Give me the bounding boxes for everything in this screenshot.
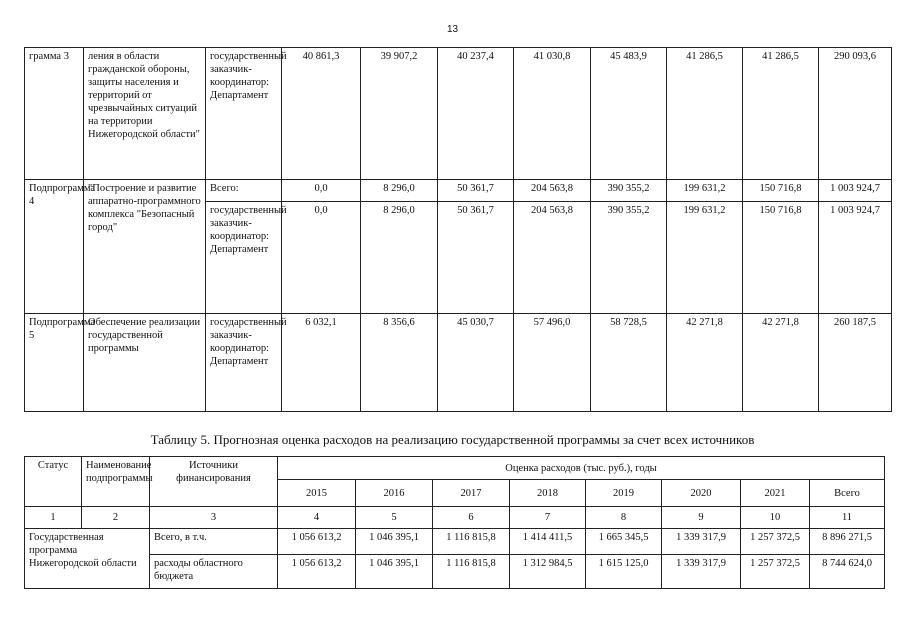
column-number: 4	[278, 507, 356, 529]
value-cell: 50 361,7	[438, 180, 514, 202]
value-cell: 1 615 125,0	[586, 555, 662, 589]
year-header: 2017	[433, 480, 510, 507]
value-cell: 41 030,8	[514, 48, 591, 180]
name-cell: ления в области гражданской обороны, защиты населения и территорий от чрезвычайных ситуаций на территории Нижегородской области"	[84, 48, 206, 180]
value-cell: 1 257 372,5	[741, 529, 810, 555]
value-cell: 8 896 271,5	[810, 529, 885, 555]
column-number: 5	[356, 507, 433, 529]
table-row	[25, 48, 892, 180]
header-name: Наименование подпрограммы	[82, 457, 150, 507]
value-cell: 8 744 624,0	[810, 555, 885, 589]
year-header: 2020	[662, 480, 741, 507]
value-cell: 204 563,8	[514, 202, 591, 314]
column-number: 11	[810, 507, 885, 529]
value-cell: 45 483,9	[591, 48, 667, 180]
value-cell: 1 046 395,1	[356, 529, 433, 555]
value-cell: 150 716,8	[743, 202, 819, 314]
forecast-table	[24, 456, 885, 589]
value-cell: 41 286,5	[743, 48, 819, 180]
header-source: Источники финансирования	[150, 457, 278, 507]
value-cell: 8 356,6	[361, 314, 438, 412]
column-number: 2	[82, 507, 150, 529]
value-cell: 1 046 395,1	[356, 555, 433, 589]
value-cell: 199 631,2	[667, 202, 743, 314]
table-row	[25, 529, 885, 555]
header-status: Статус	[25, 457, 82, 507]
table-row	[25, 555, 885, 589]
value-cell: 58 728,5	[591, 314, 667, 412]
value-cell: 40 861,3	[282, 48, 361, 180]
column-number: 3	[150, 507, 278, 529]
source-cell: расходы областного бюджета	[150, 555, 278, 589]
program-name: Государственная программа Нижегородской области	[25, 529, 150, 589]
header-estimate: Оценка расходов (тыс. руб.), годы	[278, 457, 885, 480]
source-cell: государственный заказчик-координатор: Департамент	[206, 314, 282, 412]
value-cell: 0,0	[282, 180, 361, 202]
value-cell: 1 056 613,2	[278, 555, 356, 589]
name-cell: "Построение и развитие аппаратно-программного комплекса "Безопасный город"	[84, 180, 206, 314]
value-cell: 1 339 317,9	[662, 555, 741, 589]
table-row	[25, 314, 892, 412]
source-cell: Всего, в т.ч.	[150, 529, 278, 555]
value-cell: 1 003 924,7	[819, 202, 892, 314]
value-cell: 45 030,7	[438, 314, 514, 412]
value-cell: 199 631,2	[667, 180, 743, 202]
source-cell: Всего:	[206, 180, 282, 202]
value-cell: 42 271,8	[667, 314, 743, 412]
value-cell: 6 032,1	[282, 314, 361, 412]
table-row	[25, 180, 892, 202]
value-cell: 260 187,5	[819, 314, 892, 412]
value-cell: 1 665 345,5	[586, 529, 662, 555]
value-cell: 57 496,0	[514, 314, 591, 412]
program-cell: грамма 3	[25, 48, 84, 180]
header-row	[25, 457, 885, 480]
value-cell: 1 056 613,2	[278, 529, 356, 555]
name-cell: Обеспечение реализации государственной программы	[84, 314, 206, 412]
value-cell: 8 296,0	[361, 180, 438, 202]
column-number: 6	[433, 507, 510, 529]
year-header: 2018	[510, 480, 586, 507]
value-cell: 39 907,2	[361, 48, 438, 180]
year-header: 2019	[586, 480, 662, 507]
numbering-row	[25, 507, 885, 529]
value-cell: 204 563,8	[514, 180, 591, 202]
subprogram-table	[24, 47, 892, 412]
year-header: 2021	[741, 480, 810, 507]
value-cell: 1 312 984,5	[510, 555, 586, 589]
program-cell: Подпрограмма 4	[25, 180, 84, 314]
source-cell: государственный заказчик-координатор: Департамент	[206, 48, 282, 180]
value-cell: 390 355,2	[591, 180, 667, 202]
year-header: 2015	[278, 480, 356, 507]
value-cell: 40 237,4	[438, 48, 514, 180]
value-cell: 8 296,0	[361, 202, 438, 314]
total-header: Всего	[810, 480, 885, 507]
column-number: 7	[510, 507, 586, 529]
value-cell: 1 339 317,9	[662, 529, 741, 555]
value-cell: 41 286,5	[667, 48, 743, 180]
value-cell: 150 716,8	[743, 180, 819, 202]
value-cell: 390 355,2	[591, 202, 667, 314]
value-cell: 50 361,7	[438, 202, 514, 314]
program-cell: Подпрограмма 5	[25, 314, 84, 412]
value-cell: 1 116 815,8	[433, 555, 510, 589]
column-number: 9	[662, 507, 741, 529]
value-cell: 290 093,6	[819, 48, 892, 180]
source-cell: государственный заказчик-координатор: Департамент	[206, 202, 282, 314]
column-number: 8	[586, 507, 662, 529]
value-cell: 1 116 815,8	[433, 529, 510, 555]
value-cell: 42 271,8	[743, 314, 819, 412]
page-number: 13	[446, 24, 459, 35]
table-caption: Таблицу 5. Прогнозная оценка расходов на реализацию государственной программы за счет всех источников	[150, 432, 755, 447]
value-cell: 0,0	[282, 202, 361, 314]
column-number: 1	[25, 507, 82, 529]
value-cell: 1 003 924,7	[819, 180, 892, 202]
value-cell: 1 414 411,5	[510, 529, 586, 555]
value-cell: 1 257 372,5	[741, 555, 810, 589]
year-header: 2016	[356, 480, 433, 507]
column-number: 10	[741, 507, 810, 529]
